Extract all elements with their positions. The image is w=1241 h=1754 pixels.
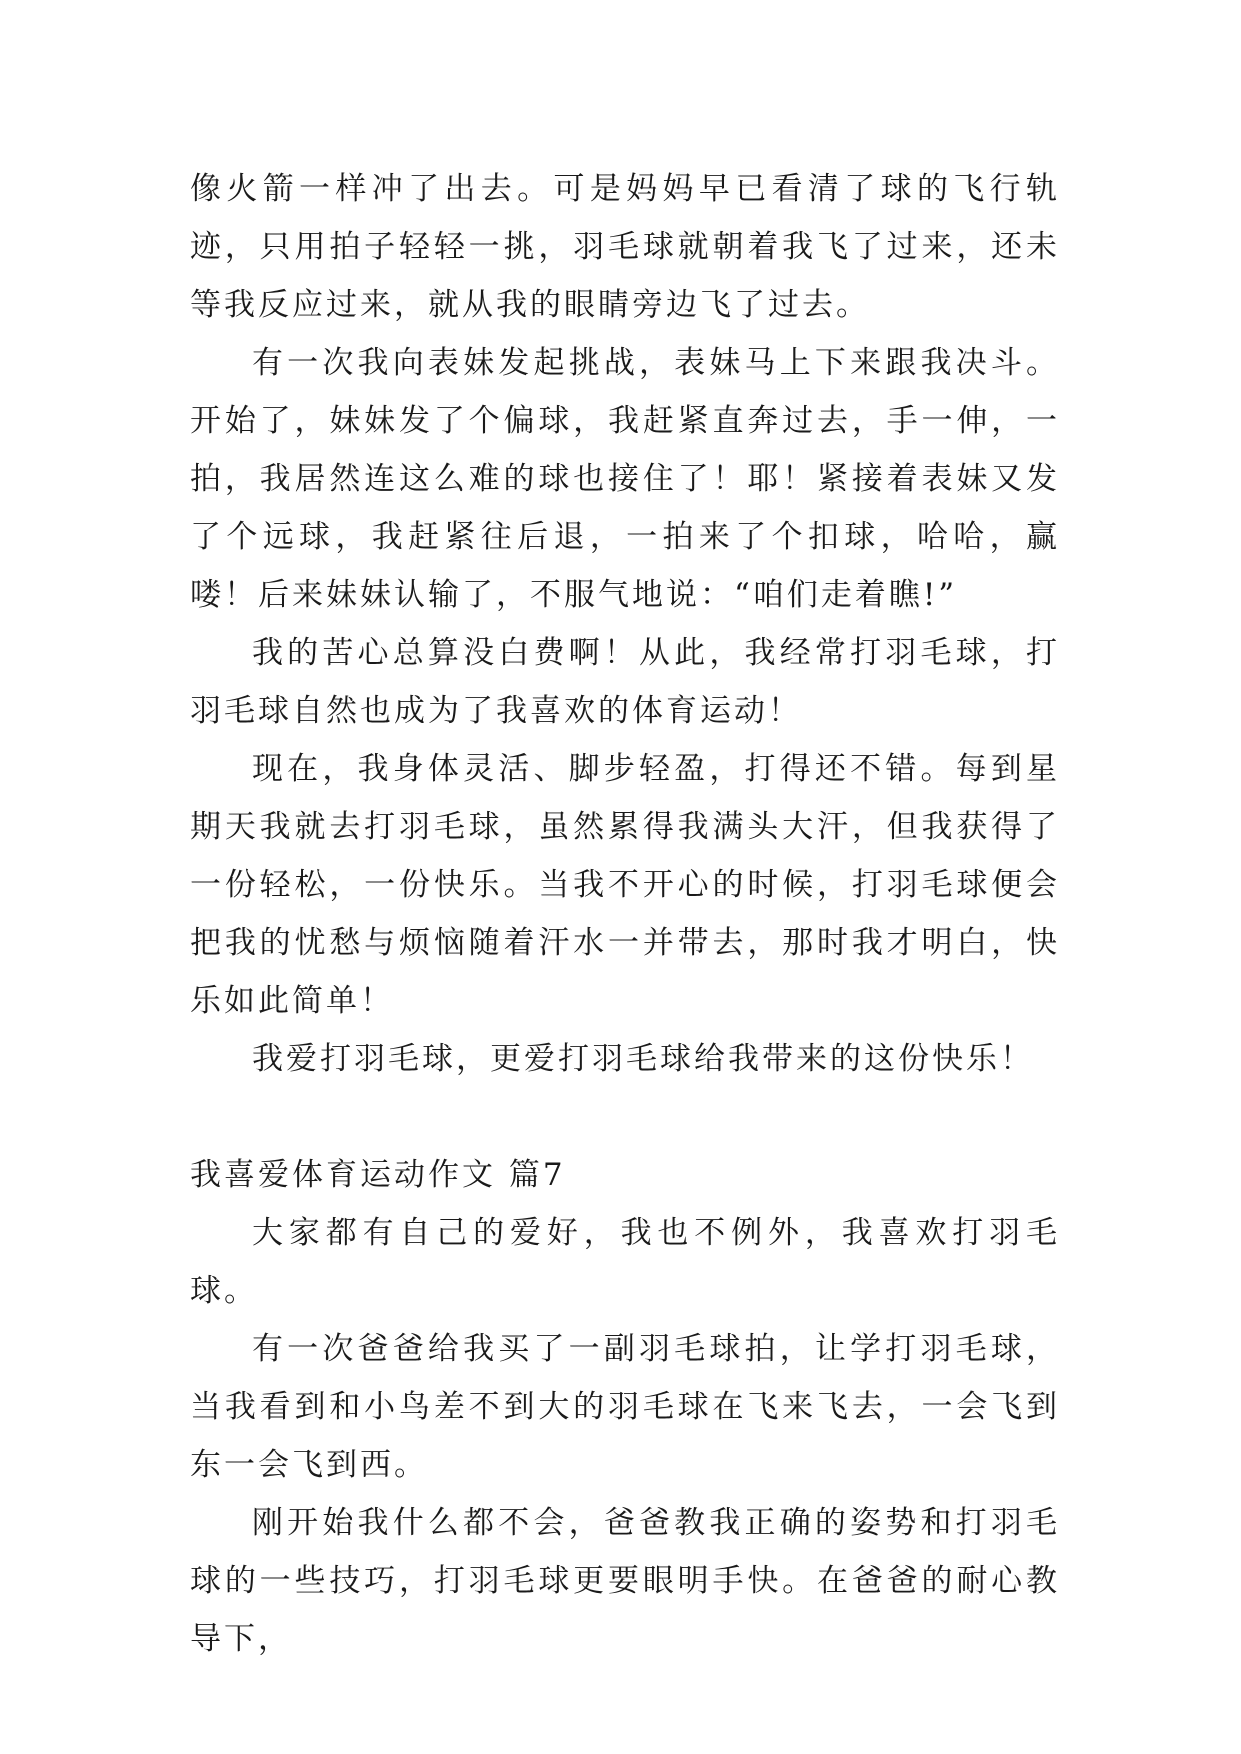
document-body xyxy=(190,160,1060,1668)
paragraph: 刚开始我什么都不会，爸爸教我正确的姿势和打羽毛球的一些技巧，打羽毛球更要眼明手快。在爸爸的耐心教导下， xyxy=(190,1505,1060,1657)
paragraph: 现在，我身体灵活、脚步轻盈，打得还不错。每到星期天我就去打羽毛球，虽然累得我满头大汗，但我获得了一份轻松，一份快乐。当我不开心的时候，打羽毛球便会把我的忧愁与烦恼随着汗水一并带去，那时我才明白，快乐如此简单！ xyxy=(190,751,1060,1019)
section-heading: 我喜爱体育运动作文 篇7 xyxy=(190,1157,566,1193)
paragraph: 有一次我向表妹发起挑战，表妹马上下来跟我决斗。开始了，妹妹发了个偏球，我赶紧直奔过去，手一伸，一拍，我居然连这么难的球也接住了！耶！紧接着表妹又发了个远球，我赶紧往后退，一拍来了个扣球，哈哈，赢喽！后来妹妹认输了，不服气地说：“咱们走着瞧!” xyxy=(190,345,1060,613)
paragraph: 我的苦心总算没白费啊！从此，我经常打羽毛球，打羽毛球自然也成为了我喜欢的体育运动！ xyxy=(190,635,1060,729)
paragraph: 我爱打羽毛球，更爱打羽毛球给我带来的这份快乐！ xyxy=(252,1041,1034,1077)
paragraph: 有一次爸爸给我买了一副羽毛球拍，让学打羽毛球，当我看到和小鸟差不到大的羽毛球在飞来飞去，一会飞到东一会飞到西。 xyxy=(190,1331,1060,1483)
paragraph: 大家都有自己的爱好，我也不例外，我喜欢打羽毛球。 xyxy=(190,1215,1060,1309)
paragraph-continuation: 像火箭一样冲了出去。可是妈妈早已看清了球的飞行轨迹，只用拍子轻轻一挑，羽毛球就朝着我飞了过来，还未等我反应过来，就从我的眼睛旁边飞了过去。 xyxy=(190,171,1060,323)
